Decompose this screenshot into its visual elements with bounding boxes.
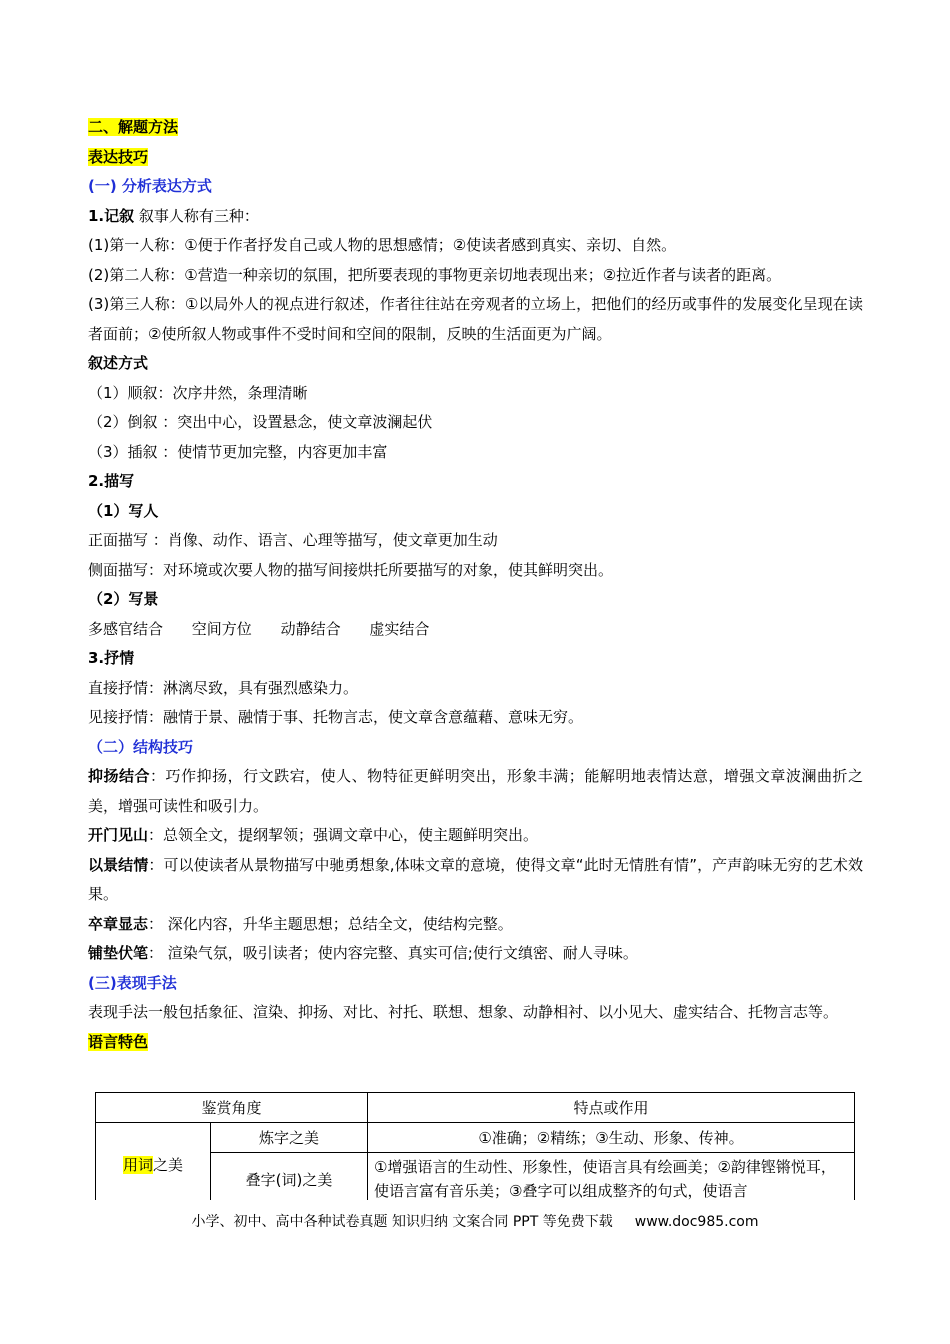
scene-item: 动静结合 [280,619,341,638]
table-header-cell: 特点或作用 [368,1093,855,1123]
group-label-rest: 之美 [153,1155,184,1174]
scene-items [88,615,863,645]
yijing-text: ：可以使读者从景物描写中驰勇想象,体味文章的意境，使得文章“此时无情胜有情”，产声韵味无穷的艺术效果。 [88,855,863,903]
narration-text: 叙事人称有三种： [138,206,259,225]
pudian-text: ： 渲染气氛，吸引读者；使内容完整、真实可信;使行文缜密、耐人寻味。 [148,944,638,962]
zuzhang-label: 卒章显志 [88,914,149,933]
lyric-heading: 3.抒情 [88,649,135,667]
person1-line: (1)第一人称：①便于作者抒发自己或人物的思想感情；②使读者感到真实、亲切、自然。 [88,236,677,254]
narration-method-1: （1）顺叙：次序井然，条理清晰 [88,383,308,402]
pudian-line [88,939,863,969]
section-title: 二、解题方法 [88,118,179,136]
table-cell: ①准确；②精练；③生动、形象、传神。 [368,1123,855,1153]
pudian-label: 铺垫伏笔 [88,944,149,962]
structure-title: （二）结构技巧 [88,737,194,756]
describe-scene-heading: （2）写景 [88,590,159,608]
zuzhang-text: ： 深化内容，升华主题思想；总结全文，使结构完整。 [148,914,513,933]
table-cell: 叠字(词)之美 [211,1153,368,1206]
description-heading: 2.描写 [88,472,135,490]
narration-label: 1.记叙 [88,206,135,225]
narration-method-heading: 叙述方式 [88,354,149,372]
group-label-highlight: 用词 [122,1155,153,1174]
narration-method-2: （2）倒叙 ：突出中心，设置悬念，使文章波澜起伏 [88,413,433,431]
narration-line [88,202,863,232]
yiyang-text: ：巧作抑扬，行文跌宕，使人、物特征更鲜明突出，形象丰满；能解明地表情达意，增强文章波澜曲折之美，增强可读性和吸引力。 [88,767,863,815]
table-header-cell: 鉴赏角度 [96,1093,368,1123]
group-cell [96,1123,211,1206]
kaimen-label: 开门见山 [88,826,149,844]
table-cell: 炼字之美 [211,1123,368,1153]
zuzhang-line [88,910,863,940]
kaimen-text: ：总领全文，提纲挈领；强调文章中心，使主题鲜明突出。 [148,826,539,844]
footer-site: www.doc985.com [634,1214,759,1230]
expression-heading: 表达技巧 [88,147,149,166]
yijing-label: 以景结情 [88,855,149,874]
language-heading: 语言特色 [88,1032,149,1051]
yiyang-label: 抑扬结合 [88,767,151,785]
scene-item: 虚实结合 [369,619,430,638]
footer-text: 小学、初中、高中各种试卷真题 知识归纳 文案合同 PPT 等免费下载 [191,1214,613,1230]
kaimen-line [88,821,863,851]
document-body [88,113,863,1057]
techniques-paragraph: 表现手法一般包括象征、渲染、抑扬、对比、衬托、联想、想象、动静相衬、以小见大、虚实结合、托物言志等。 [88,1003,839,1021]
person3-paragraph: (3)第三人称：①以局外人的视点进行叙述，作者往往站在旁观者的立场上，把他们的经历或事件的发展变化呈现在读者面前；②使所叙人物或事件不受时间和空间的限制，反映的生活面更为广阔。 [88,295,863,343]
person2-line: (2)第二人称：①营造一种亲切的氛围，把所要表现的事物更亲切地表现出来；②拉近作者与读者的距离。 [88,265,782,284]
describe-people-heading: （1）写人 [88,501,159,520]
narration-method-3: （3）插叙 ：使情节更加完整，内容更加丰富 [88,442,388,461]
scene-item: 空间方位 [191,619,252,638]
table-cell: ①增强语言的生动性、形象性，使语言具有绘画美；②韵律铿锵悦耳，使语言富有音乐美；③叠字可以组成整齐的句式，使语言 [368,1153,855,1206]
language-table [95,1092,855,1206]
side-description: 侧面描写：对环境或次要人物的描写间接烘托所要描写的对象，使其鲜明突出。 [88,560,614,579]
part1-title: (一) 分析表达方式 [88,177,212,195]
page-footer [0,1211,950,1231]
techniques-title: (三)表现手法 [88,973,177,992]
yijing-paragraph [88,851,863,910]
table-header-row [96,1093,855,1123]
lyric-direct: 直接抒情：淋漓尽致，具有强烈感染力。 [88,678,359,697]
yiyang-paragraph [88,762,863,821]
scene-item: 多感官结合 [88,619,164,638]
table-row [96,1123,855,1153]
front-description: 正面描写 ：肖像、动作、语言、心理等描写，使文章更加生动 [88,531,498,549]
lyric-indirect: 见接抒情：融情于景、融情于事、托物言志，使文章含意蕴藉、意味无穷。 [88,708,584,726]
